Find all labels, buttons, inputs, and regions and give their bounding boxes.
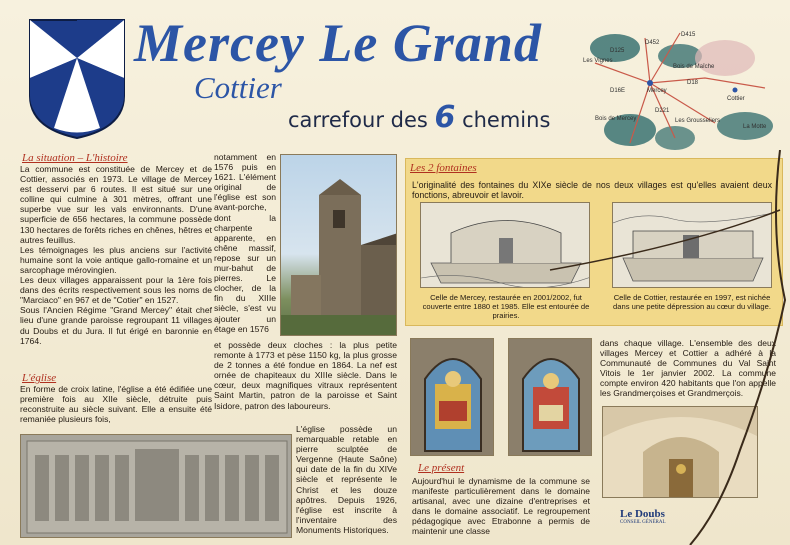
map-graphic — [575, 18, 790, 158]
retable-graphic — [21, 435, 292, 538]
stained-glass-saint-martin — [410, 338, 494, 456]
map-label: Mercey — [647, 88, 667, 94]
tagline-before: carrefour des — [288, 108, 428, 132]
church-photo — [280, 154, 397, 336]
map-label: Cottier — [727, 96, 745, 102]
situation-paragraph-2: Les témoignages les plus anciens sur l'activité humaine sont la voie antique gallo-romaine et un sarcophage mérovingien. — [20, 244, 212, 275]
situation-paragraph-1: La commune est constituée de Mercey et de Cottier, associés en 1973. Le village de Mercey est desservi par 6 routes. Il est situé sur une colline qui culmine à 301 mètres, offrant une superbe vue sur les vals environnants. D'une superficie de 656 hectares, la commune possède 130 hectares de forêts riches en chênes, hêtres et autres feuillus. — [20, 164, 212, 245]
map-label: Les Vignes — [583, 58, 613, 64]
coat-of-arms-icon — [28, 18, 126, 140]
area-map — [575, 18, 790, 158]
map-label: D221 — [655, 108, 670, 114]
logo-subtext: CONSEIL GÉNÉRAL — [620, 520, 666, 525]
eglise-text-col2b: et possède deux cloches : la plus petite remonte à 1773 et pèse 1150 kg, la plus grosse de 2 tonnes a été fondue en 1864. La nef est ornée de chapiteaux du XIIIe siècle. Dans le cœur, deux magnifiques vitraux représentent Saint Martin, patron de la paroisse et Saint Isidore, patron des laboureurs. — [214, 340, 397, 411]
present-text: Aujourd'hui le dynamisme de la commune se manifeste particulièrement dans le domaine artisanal, avec une dizaine d'entreprises et dans le domaine associatif. Le regroupement pédagogique avec Etrabonne a permis de maintenir une classe — [412, 476, 590, 537]
tagline-number: 6 — [434, 100, 456, 135]
page-subtitle: Cottier — [194, 70, 282, 105]
mercey-fountain-caption: Celle de Mercey, restaurée en 2001/2002, fut couverte entre 1880 et 1985. Elle est entourée de prairies. — [422, 293, 590, 320]
retable-photo — [20, 434, 292, 538]
present-heading: Le présent — [418, 462, 465, 474]
eglise-heading: L'église — [22, 372, 57, 384]
fontaines-heading: Les 2 fontaines — [410, 162, 477, 174]
eglise-text-col2a: notamment en 1576 puis en 1621. L'élément original de l'église est son avant-porche, dont la charpente apparente, en chêne massif, repose sur un mur-bahut de pierres. Le clocher, de la fin du XIIIe siècle, s'est vu ajouter un étage en 1576 — [214, 152, 276, 334]
church-tower-graphic — [281, 155, 397, 336]
map-label: Bois de Maîche — [673, 64, 715, 70]
cottier-fountain-caption: Celle de Cottier, restaurée en 1997, est nichée dans une petite dépression au cœur du village. — [613, 293, 771, 311]
map-label: D452 — [645, 40, 660, 46]
logo-text: Le Doubs — [620, 508, 665, 520]
map-label: La Motte — [743, 124, 767, 130]
stained-glass-1-graphic — [411, 339, 494, 456]
map-label: D16E — [610, 88, 626, 94]
tagline-after: chemins — [462, 108, 551, 132]
page-title: Mercey Le Grand — [134, 13, 542, 73]
situation-paragraph-3: Les deux villages apparaissent pour la 1ère fois dans des écrits respectivement sous les noms de "Marciaco" en 967 et de "Cotier" en 1527. — [20, 275, 212, 306]
map-label: Bois de Mercey — [595, 116, 637, 122]
branch-decoration-icon — [540, 150, 790, 545]
situation-heading: La situation – L'histoire — [22, 152, 128, 164]
eglise-text-1: En forme de croix latine, l'église a été édifiée une première fois au XIIe siècle, détruite puis reconstruite au siècle suivant. Elle a ensuite été remaniée plusieurs fois, — [20, 384, 212, 425]
situation-text — [20, 164, 212, 346]
tagline — [288, 100, 550, 135]
map-label: D18 — [687, 80, 699, 86]
present-text-right: dans chaque village. L'ensemble des deux villages Mercey et Cottier a adhéré à la Communauté de Communes du Val Saint Vitois le 1er janvier 2002. La commune compte environ 420 habitants que l'on appelle les Grandmerçoises et Grandmerçois. — [600, 338, 776, 399]
fontaines-intro: L'originalité des fontaines du XIXe siècle de nos deux villages est qu'elles avaient deux fonctions, abreuvoir et lavoir. — [412, 180, 772, 201]
eglise-text-col3: L'église possède un remarquable retable en pierre sculptée de Vergenne (Haute Saône) qui date de la fin du XIVe siècle et représente le Christ et les douze apôtres. Depuis 1926, l'église est inscrite à l'inventaire des Monuments Historiques. — [296, 424, 397, 535]
map-label: Les Grousseliers — [675, 118, 721, 124]
map-label: D125 — [610, 48, 625, 54]
map-label: D415 — [681, 32, 696, 38]
situation-paragraph-4: Sous l'Ancien Régime "Grand Mercey" était chef lieu d'une grande paroisse regroupant 11 villages du Doubs et du Jura. Il fut érigé en baronnie en 1764. — [20, 305, 212, 346]
